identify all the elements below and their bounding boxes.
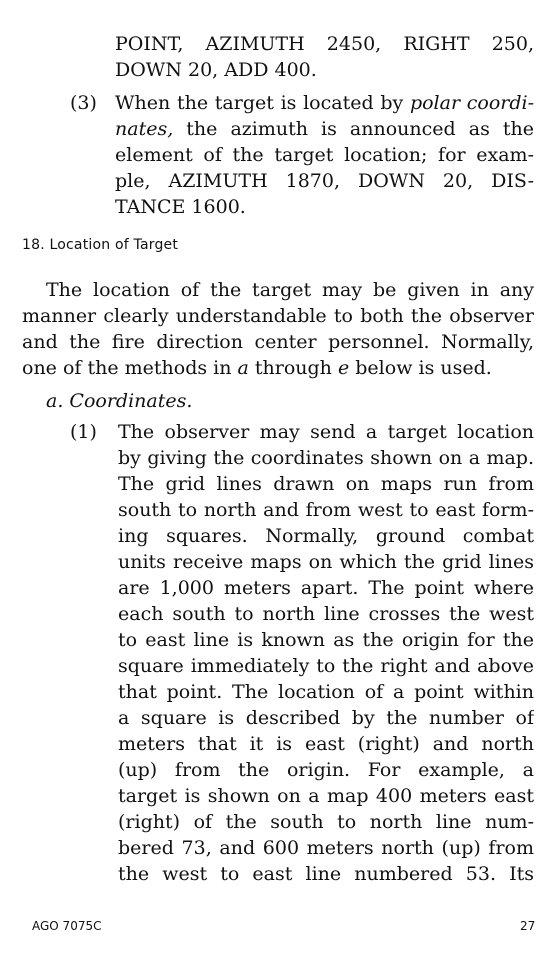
- subsection-heading: a. Coordinates.: [46, 390, 193, 412]
- item-line: (up) from the origin. For example, a: [118, 759, 534, 781]
- item-line: square immediately to the right and above: [118, 655, 534, 677]
- item-line: are 1,000 meters apart. The point where: [118, 577, 534, 599]
- paragraph-line: one of the methods in a through e below is used.: [22, 357, 492, 379]
- item-line: element of the target location; for exam-: [115, 144, 534, 166]
- footer-doc-id: AGO 7075C: [32, 919, 102, 933]
- continuation-line: DOWN 20, ADD 400.: [115, 59, 317, 81]
- continuation-line: POINT, AZIMUTH 2450, RIGHT 250,: [115, 33, 534, 55]
- item-line: ing squares. Normally, ground combat: [118, 525, 534, 547]
- item-line: to east line is known as the origin for the: [118, 629, 534, 651]
- item-line: that point. The location of a point within: [118, 681, 534, 703]
- item-number: (1): [70, 421, 97, 443]
- item-number: (3): [70, 92, 97, 114]
- item-line: The observer may send a target location: [118, 421, 534, 443]
- item-line: ple, AZIMUTH 1870, DOWN 20, DIS-: [115, 170, 534, 192]
- paragraph-line: The location of the target may be given in any: [46, 279, 534, 301]
- item-line: (right) of the south to north line num-: [118, 811, 534, 833]
- paragraph-line: manner clearly understandable to both the observer: [22, 305, 534, 327]
- item-line: south to north and from west to east form-: [118, 499, 534, 521]
- item-line: by giving the coordinates shown on a map.: [118, 447, 534, 469]
- paragraph-line: and the fire direction center personnel. Normally,: [22, 331, 534, 353]
- item-line: target is shown on a map 400 meters east: [118, 785, 534, 807]
- item-line: bered 73, and 600 meters north (up) from: [118, 837, 534, 859]
- item-line: meters that it is east (right) and north: [118, 733, 534, 755]
- item-line-text: When the target is located by polar coordi-: [115, 92, 534, 114]
- item-line: the west to east line numbered 53. Its: [118, 863, 534, 885]
- item-line: units receive maps on which the grid lines: [118, 551, 534, 573]
- item-line: [115, 90, 534, 116]
- item-line: nates, the azimuth is announced as the: [115, 118, 534, 140]
- item-line: TANCE 1600.: [115, 196, 246, 218]
- item-line: each south to north line crosses the west: [118, 603, 534, 625]
- section-heading: 18. Location of Target: [22, 237, 179, 253]
- page-number: 27: [520, 919, 536, 933]
- item-line: The grid lines drawn on maps run from: [118, 473, 534, 495]
- item-line: a square is described by the number of: [118, 707, 534, 729]
